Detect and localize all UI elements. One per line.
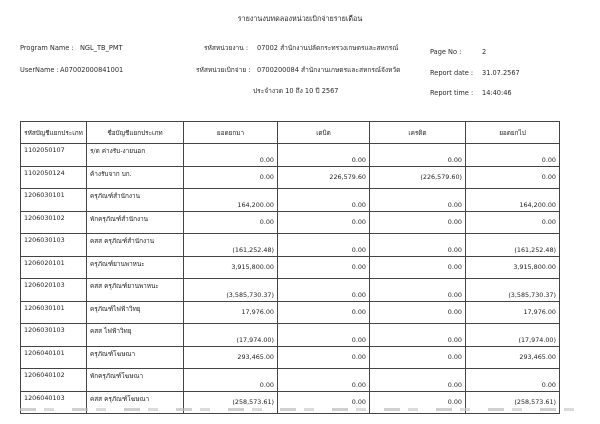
cell-debit: 0.00	[278, 144, 370, 167]
col-header-debit: เดบิต	[278, 122, 370, 144]
cell-carried-forward: 0.00	[466, 369, 560, 392]
cell-account-name: คสส ครุภัณฑ์ยานพาหนะ	[87, 279, 184, 302]
cell-brought-forward: (3,585,730.37)	[184, 279, 278, 302]
cell-account-code: 1206020103	[21, 279, 87, 302]
cell-account-name: ครุภัณฑ์ยานพาหนะ	[87, 256, 184, 279]
cell-account-name: ครุภัณฑ์สำนักงาน	[87, 189, 184, 212]
cell-credit: 0.00	[370, 189, 466, 212]
cell-account-name: ร/ด ค่างรับ-งายนอก	[87, 144, 184, 167]
cell-credit: 0.00	[370, 256, 466, 279]
unit-code-label: รหัสหน่วยงาน :	[204, 44, 249, 52]
table-row	[21, 144, 560, 167]
table-row	[21, 301, 560, 324]
cell-carried-forward: 164,200.00	[466, 189, 560, 212]
disb-unit-value: 0700200084 สำนักงานเกษตรและสหกรณ์จังหวัด	[257, 66, 401, 74]
cell-credit: 0.00	[370, 211, 466, 234]
disb-unit-label: รหัสหน่วยเบิกจ่าย :	[196, 66, 251, 74]
cell-brought-forward: (17,974.00)	[184, 324, 278, 347]
cell-debit: 0.00	[278, 324, 370, 347]
report-time-value: 14:40:46	[482, 89, 512, 97]
report-title: รายงานงบทดลองหน่วยเบิกจ่ายรายเดือน	[237, 14, 363, 23]
table-row	[21, 234, 560, 257]
cell-account-code: 1206030102	[21, 211, 87, 234]
table-row	[21, 256, 560, 279]
cell-account-code: 1206030103	[21, 324, 87, 347]
cell-credit: 0.00	[370, 391, 466, 414]
cell-account-name: คสส ครุภัณฑ์สำนักงาน	[87, 234, 184, 257]
cell-account-name: ค้างรับจาก บก.	[87, 166, 184, 189]
cell-carried-forward: 293,465.00	[466, 346, 560, 369]
cell-brought-forward: 164,200.00	[184, 189, 278, 212]
cell-brought-forward: 293,465.00	[184, 346, 278, 369]
cell-debit: 0.00	[278, 256, 370, 279]
cell-account-name: ครุภัณฑ์โฆษณา	[87, 346, 184, 369]
cell-account-name: พักครุภัณฑ์โฆษณา	[87, 369, 184, 392]
cell-debit: 226,579.60	[278, 166, 370, 189]
cell-credit: 0.00	[370, 324, 466, 347]
period-text: ประจำงวด 10 ถึง 10 ปี 2567	[253, 87, 339, 95]
table-row	[21, 346, 560, 369]
cell-account-name: ครุภัณฑ์ไฟฟ้าวิทยุ	[87, 301, 184, 324]
col-header-carried-forward: ยอดยกไป	[466, 122, 560, 144]
cell-carried-forward: (161,252.48)	[466, 234, 560, 257]
cell-credit: 0.00	[370, 279, 466, 302]
cell-brought-forward: (258,573.61)	[184, 391, 278, 414]
cell-brought-forward: 0.00	[184, 166, 278, 189]
cell-carried-forward: 17,976.00	[466, 301, 560, 324]
trial-balance-table	[20, 121, 560, 414]
unit-code-value: 07002 สำนักงานปลัดกระทรวงเกษตรและสหกรณ์	[257, 44, 399, 52]
col-header-account-name: ชื่อบัญชีแยกประเภท	[87, 122, 184, 144]
cell-carried-forward: (3,585,730.37)	[466, 279, 560, 302]
cell-carried-forward: 0.00	[466, 144, 560, 167]
program-label: Program Name :	[20, 44, 74, 52]
cell-brought-forward: 0.00	[184, 211, 278, 234]
cell-carried-forward: (17,974.00)	[466, 324, 560, 347]
col-header-brought-forward: ยอดยกมา	[184, 122, 278, 144]
report-date-label: Report date :	[430, 69, 474, 77]
cell-brought-forward: 3,915,800.00	[184, 256, 278, 279]
username-label: UserName :	[20, 66, 59, 74]
cell-carried-forward: 0.00	[466, 211, 560, 234]
cell-account-name: พักครุภัณฑ์สำนักงาน	[87, 211, 184, 234]
cell-brought-forward: 0.00	[184, 144, 278, 167]
cell-account-code: 1206030101	[21, 301, 87, 324]
cell-debit: 0.00	[278, 279, 370, 302]
cell-account-code: 1206040101	[21, 346, 87, 369]
cell-debit: 0.00	[278, 301, 370, 324]
cell-account-code: 1206030103	[21, 234, 87, 257]
table-row	[21, 279, 560, 302]
cell-carried-forward: 0.00	[466, 166, 560, 189]
program-value: NGL_TB_PMT	[80, 44, 123, 52]
report-date-value: 31.07.2567	[482, 69, 520, 77]
cell-credit: 0.00	[370, 369, 466, 392]
cell-debit: 0.00	[278, 234, 370, 257]
cell-credit: 0.00	[370, 346, 466, 369]
cell-brought-forward: 0.00	[184, 369, 278, 392]
cell-credit: 0.00	[370, 144, 466, 167]
table-row	[21, 369, 560, 392]
table-header-row	[21, 122, 560, 144]
report-time-label: Report time :	[430, 89, 474, 97]
cell-account-code: 1102050107	[21, 144, 87, 167]
page-label: Page No :	[430, 48, 462, 56]
cell-account-code: 1206040102	[21, 369, 87, 392]
table-row	[21, 166, 560, 189]
table-row	[21, 189, 560, 212]
cell-brought-forward: 17,976.00	[184, 301, 278, 324]
cell-debit: 0.00	[278, 391, 370, 414]
cell-carried-forward: (258,573.61)	[466, 391, 560, 414]
cell-account-code: 1206020101	[21, 256, 87, 279]
cell-debit: 0.00	[278, 346, 370, 369]
page-value: 2	[482, 48, 487, 56]
col-header-account-code: รหัสบัญชีแยกประเภท	[21, 122, 87, 144]
cell-account-name: คสส ครุภัณฑ์โฆษณา	[87, 391, 184, 414]
username-value: A07002000841001	[60, 66, 124, 74]
cell-debit: 0.00	[278, 189, 370, 212]
table-row	[21, 211, 560, 234]
cell-account-code: 1206030101	[21, 189, 87, 212]
cell-debit: 0.00	[278, 211, 370, 234]
table-row	[21, 324, 560, 347]
cell-debit: 0.00	[278, 369, 370, 392]
scan-artifact-line	[20, 408, 580, 411]
cell-account-name: คสส ไฟฟ้าวิทยุ	[87, 324, 184, 347]
cell-credit: (226,579.60)	[370, 166, 466, 189]
cell-carried-forward: 3,915,800.00	[466, 256, 560, 279]
cell-account-code: 1102050124	[21, 166, 87, 189]
cell-credit: 0.00	[370, 301, 466, 324]
cell-account-code: 1206040103	[21, 391, 87, 414]
cell-brought-forward: (161,252.48)	[184, 234, 278, 257]
cell-credit: 0.00	[370, 234, 466, 257]
col-header-credit: เครดิต	[370, 122, 466, 144]
